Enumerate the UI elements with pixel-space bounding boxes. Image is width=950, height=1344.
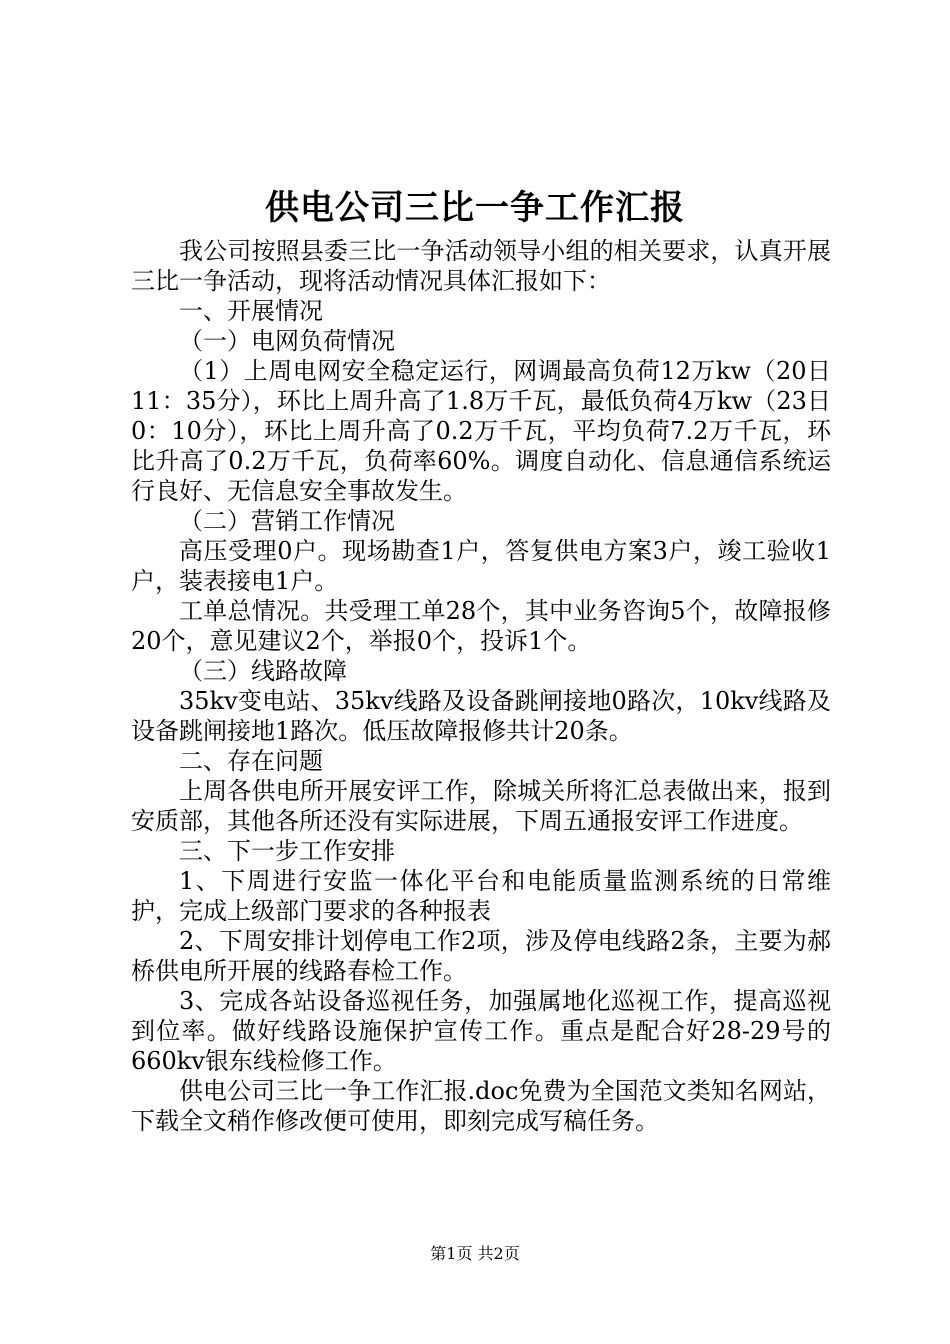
subsection-heading-2: （二）营销工作情况 xyxy=(179,507,395,535)
intro-paragraph: 我公司按照县委三比一争活动领导小组的相关要求，认真开展三比一争活动，现将活动情况具体汇报如下： xyxy=(131,237,831,295)
subsection-heading-3: （三）线路故障 xyxy=(179,657,347,685)
high-voltage-paragraph: 高压受理0户。现场勘查1户，答复供电方案3户，竣工验收1户，装表接电1户。 xyxy=(131,537,831,595)
work-order-paragraph: 工单总情况。共受理工单28个，其中业务咨询5个，故障报修20个，意见建议2个，举报0个，投诉1个。 xyxy=(131,597,831,655)
grid-load-paragraph: （1）上周电网安全稳定运行，网调最高负荷12万kw（20日11：35分），环比上周升高了1.8万千瓦，最低负荷4万kw（23日0：10分），环比上周升高了0.2万千瓦，平均负荷7.2万千瓦，环比升高了0.2万千瓦，负荷率60%。调度自动化、信息通信系统运行良好、无信息安全事故发生。 xyxy=(131,357,831,505)
plan-item-3: 3、完成各站设备巡视任务，加强属地化巡视工作，提高巡视到位率。做好线路设施保护宣传工作。重点是配合好28-29号的660kv银东线检修工作。 xyxy=(131,987,831,1075)
plan-item-2: 2、下周安排计划停电工作2项，涉及停电线路2条，主要为郝桥供电所开展的线路春检工作。 xyxy=(131,927,831,985)
document-body xyxy=(131,236,831,1136)
subsection-heading-1: （一）电网负荷情况 xyxy=(179,327,395,355)
line-fault-paragraph: 35kv变电站、35kv线路及设备跳闸接地0路次，10kv线路及设备跳闸接地1路次。低压故障报修共计20条。 xyxy=(131,687,831,745)
section-heading-1: 一、开展情况 xyxy=(179,297,323,325)
closing-paragraph: 供电公司三比一争工作汇报.doc免费为全国范文类知名网站，下载全文稍作修改便可使用，即刻完成写稿任务。 xyxy=(131,1077,831,1135)
issues-paragraph: 上周各供电所开展安评工作，除城关所将汇总表做出来，报到安质部，其他各所还没有实际进展，下周五通报安评工作进度。 xyxy=(131,777,831,835)
plan-item-1: 1、下周进行安监一体化平台和电能质量监测系统的日常维护，完成上级部门要求的各种报表 xyxy=(131,867,831,925)
document-title: 供电公司三比一争工作汇报 xyxy=(265,188,685,228)
section-heading-2: 二、存在问题 xyxy=(179,747,323,775)
section-heading-3: 三、下一步工作安排 xyxy=(179,837,395,865)
page-footer: 第1页 共2页 xyxy=(430,1244,520,1263)
